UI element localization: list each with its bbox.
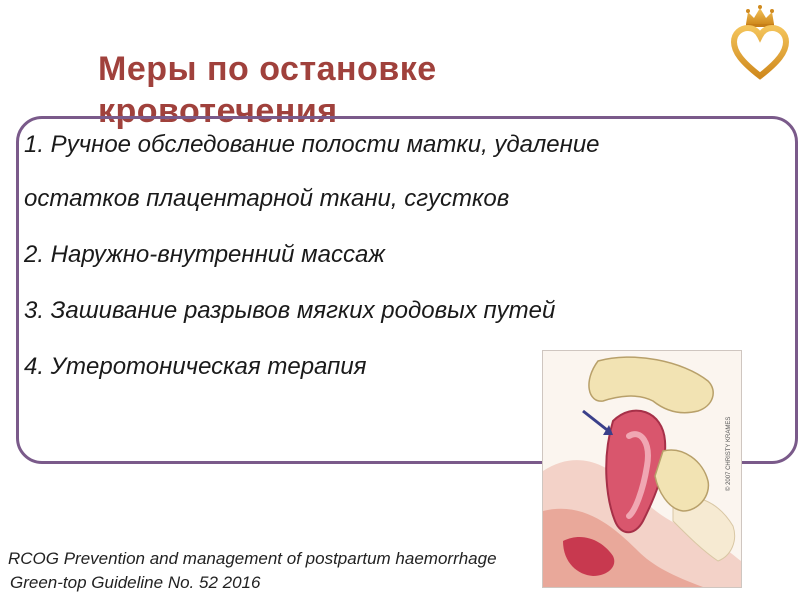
list-item: 4. Утеротоническая терапия [24,353,367,380]
reference-line-1: RCOG Prevention and management of postpartum haemorrhage [8,549,497,568]
list-item: остатков плацентарной ткани, сгустков [24,185,510,212]
uterus-massage-illustration [543,351,741,587]
list-item: 2. Наружно-внутренний массаж [24,241,385,268]
reference-line-2: Green-top Guideline No. 52 2016 [10,573,261,592]
illustration-credit: © 2007 CHRISTY KRAMES [726,416,732,491]
list-item: 3. Зашивание разрывов мягких родовых путей [24,297,556,324]
medical-illustration [542,350,742,588]
slide-title: Меры по остановке кровотечения [98,50,437,130]
list-item: 1. Ручное обследование полости матки, удаление [24,131,600,158]
crown-heart-icon [728,0,792,80]
